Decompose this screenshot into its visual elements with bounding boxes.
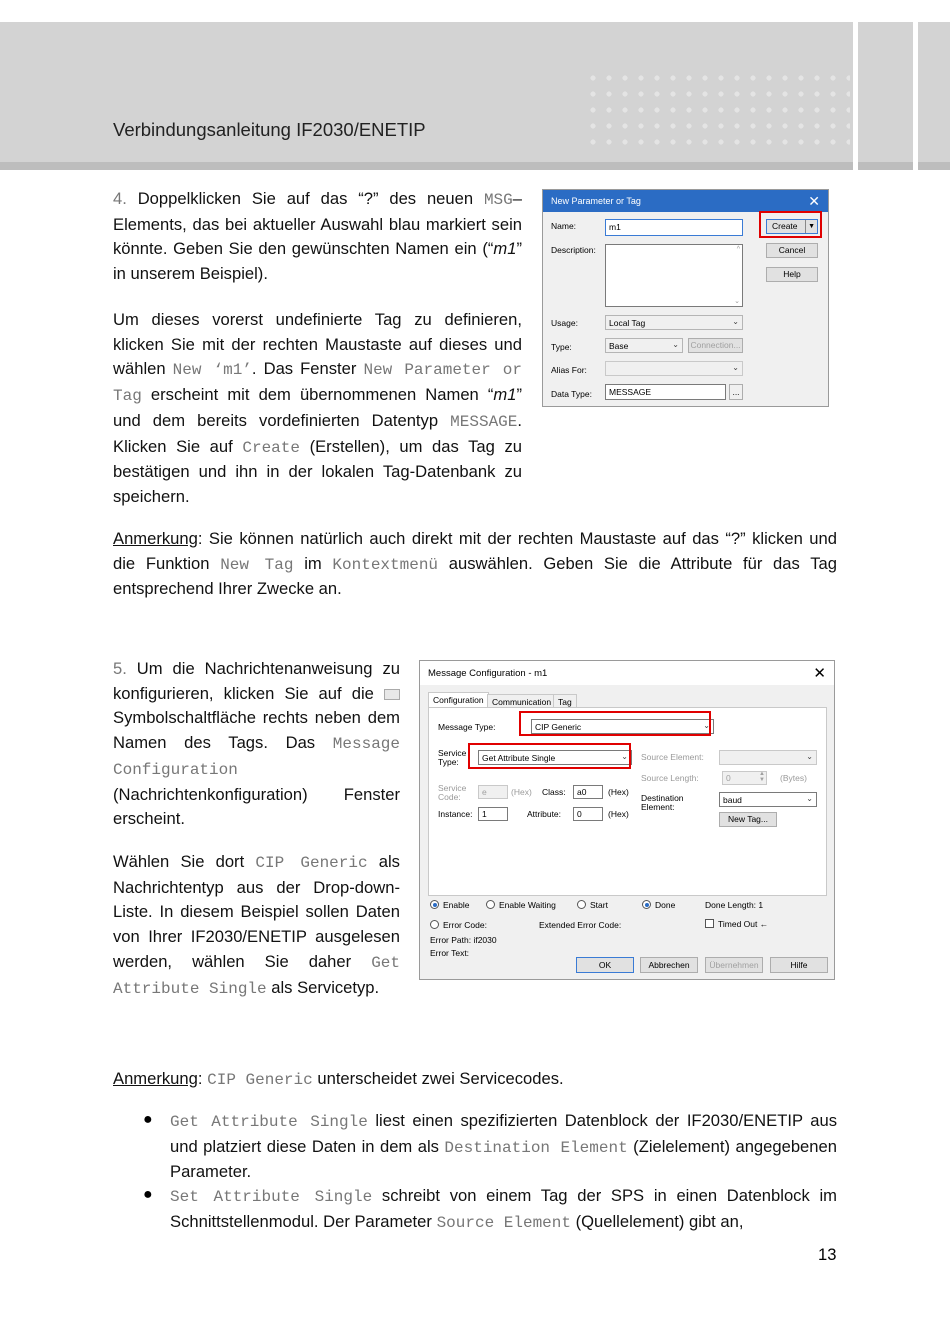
header-rule	[0, 162, 950, 170]
list-item: Get Attribute Single liest einen spezifizierten Datenblock der IF2030/ENETIP aus und platziert diese Daten in dem als Destination Element (Zielelement) angegebenen Parameter.	[170, 1111, 837, 1182]
ellipsis-button-icon	[384, 689, 400, 700]
help-button[interactable]: Help	[766, 267, 818, 282]
chevron-down-icon: ⌄	[703, 721, 710, 730]
usage-select[interactable]: Local Tag ⌄	[605, 315, 743, 330]
step5-paragraph1: 5. Um die Nachrichtenanweisung zu konfigurieren, klicken Sie auf die Symbolschaltfläche rechts neben dem Namen des Tags. Das Message Configuration (Nachrichtenkonfiguration) Fenster erscheint.	[113, 659, 400, 829]
source-element-select[interactable]	[719, 750, 817, 765]
type-select[interactable]: Base ⌄	[605, 338, 683, 353]
chevron-down-icon: ⌄	[732, 363, 739, 372]
datatype-field[interactable]: MESSAGE	[605, 384, 726, 400]
source-length-stepper[interactable]: 0 ▲ ▼	[722, 771, 767, 785]
instance-field[interactable]: 1	[478, 807, 508, 821]
close-icon[interactable]: ✕	[813, 665, 826, 682]
close-icon[interactable]: ✕	[808, 193, 820, 209]
chevron-down-icon: ⌄	[672, 340, 679, 349]
tab-configuration[interactable]: Configuration	[428, 692, 489, 707]
list-item: Set Attribute Single schreibt von einem Tag der SPS in einen Datenblock im Schnittstellenmodul. Der Parameter Source Element (Quellelement) gibt an,	[170, 1186, 837, 1232]
highlight-box	[519, 711, 711, 736]
document-title: Verbindungsanleitung IF2030/ENETIP	[113, 119, 426, 140]
connection-button[interactable]: Connection...	[688, 338, 743, 353]
header-divider	[853, 22, 858, 170]
page-number: 13	[818, 1245, 837, 1264]
step-number: 4.	[113, 189, 127, 208]
highlight-box	[468, 743, 631, 769]
step4-paragraph1: 4. Doppelklicken Sie auf das “?” des neuen MSG– Elements, das bei aktueller Auswahl blau markiert sein könnte. Geben Sie den gewünschten Namen ein (“m1” in unserem Beispiel).	[113, 189, 522, 284]
enable-radio[interactable]	[430, 900, 439, 909]
dialog-titlebar: New Parameter or Tag ✕	[543, 190, 828, 212]
start-radio[interactable]	[577, 900, 586, 909]
description-field[interactable]: ^ ⌄	[605, 244, 743, 307]
destination-element-select[interactable]: baud ⌄	[719, 792, 817, 807]
message-type-select[interactable]: CIP Generic ⌄	[531, 719, 714, 734]
create-button[interactable]: Create ▼	[766, 219, 818, 234]
timed-out-checkbox[interactable]	[705, 919, 714, 928]
help-button[interactable]: Hilfe	[770, 957, 828, 973]
stepper-arrows-icon: ▲ ▼	[759, 771, 765, 783]
note1-paragraph: Anmerkung: Sie können natürlich auch direkt mit der rechten Maustaste auf das “?” klicken und die Funktion New Tag im Kontextmenü auswählen. Geben Sie die Attribute für das Tag entsprechend Ihrer Zwecke an.	[113, 529, 837, 599]
service-code-field[interactable]: e	[478, 785, 508, 799]
chevron-down-icon: ⌄	[621, 752, 628, 761]
error-code-radio[interactable]	[430, 920, 439, 929]
attribute-field[interactable]: 0	[573, 807, 603, 821]
cancel-button[interactable]: Abbrechen	[640, 957, 698, 973]
highlight-box	[759, 211, 822, 238]
new-parameter-dialog: New Parameter or Tag ✕ Name: m1 Description: ^ ⌄ Usage: Local Tag ⌄ Type: Base ⌄ Connection... Alias For: ⌄ Data Type: MESSAGE ... Create ▼ Cancel Help	[542, 189, 829, 407]
step4-paragraph2: Um dieses vorerst undefinierte Tag zu definieren, klicken Sie mit der rechten Maustaste auf dieses und wählen New ‘m1’. Das Fenster New Parameter or Tag erscheint mit dem übernommenen Namen “m1” und dem bereits vordefinierten Datentyp MESSAGE. Klicken Sie auf Create (Erstellen), um das Tag zu bestätigen und ihn in der lokalen Tag-Datenbank zu speichern.	[113, 310, 522, 506]
chevron-down-icon: ⌄	[806, 752, 813, 761]
header-divider	[913, 22, 918, 170]
dropdown-arrow-icon[interactable]: ▼	[805, 220, 815, 233]
dialog-titlebar: Message Configuration - m1 ✕	[420, 661, 834, 685]
header-dot-pattern	[585, 70, 850, 155]
class-field[interactable]: a0	[573, 785, 603, 799]
cancel-button[interactable]: Cancel	[766, 243, 818, 258]
browse-button[interactable]: ...	[729, 384, 743, 400]
ok-button[interactable]: OK	[576, 957, 634, 973]
done-radio[interactable]	[642, 900, 651, 909]
message-configuration-dialog: Message Configuration - m1 ✕ Configuration Communication Tag Message Type: CIP Generic ⌄ Service Type: Get Attribute Single ⌄ Service Code: e (Hex) Class: a0 (Hex) Instance: 1 Attribute: 0 (Hex) Source Element: ⌄ Source Length: 0 ▲ ▼ (Bytes) Destination Element: baud ⌄ New Tag... Enable Enable Waiting Start Done Done Length: 1 Error Code: Extended Error Code: Timed Out ← Error Path: if2030 Error Text: OK Abbrechen Übernehmen Hilfe	[419, 660, 835, 980]
name-field[interactable]: m1	[605, 219, 743, 236]
enable-waiting-radio[interactable]	[486, 900, 495, 909]
service-type-select[interactable]: Get Attribute Single ⌄	[478, 750, 632, 765]
apply-button[interactable]: Übernehmen	[705, 957, 763, 973]
tab-communication[interactable]: Communication	[487, 694, 556, 709]
step-number: 5.	[113, 659, 127, 678]
chevron-down-icon: ⌄	[806, 794, 813, 803]
tab-tag[interactable]: Tag	[553, 694, 577, 709]
step5-paragraph2: Wählen Sie dort CIP Generic als Nachrichtentyp aus der Drop-down-Liste. In diesem Beispiel sollen Daten von Ihrer IF2030/ENETIP ausgelesen werden, wählen Sie daher Get Attribute Single als Servicetyp.	[113, 852, 400, 998]
configuration-panel: Message Type: CIP Generic ⌄ Service Type: Get Attribute Single ⌄ Service Code: e (Hex) Class: a0 (Hex) Instance: 1 Attribute: 0 (Hex) Source Element: ⌄ Source Length: 0 ▲ ▼ (Bytes) Destination Element: baud ⌄ New Tag...	[428, 707, 827, 896]
chevron-down-icon: ⌄	[732, 317, 739, 326]
alias-select[interactable]	[605, 361, 743, 376]
note2-paragraph: Anmerkung: CIP Generic unterscheidet zwei Servicecodes.	[113, 1069, 564, 1089]
bullet-marker: ●	[143, 1111, 153, 1128]
bullet-marker: ●	[143, 1186, 153, 1203]
new-tag-button[interactable]: New Tag...	[719, 812, 777, 827]
